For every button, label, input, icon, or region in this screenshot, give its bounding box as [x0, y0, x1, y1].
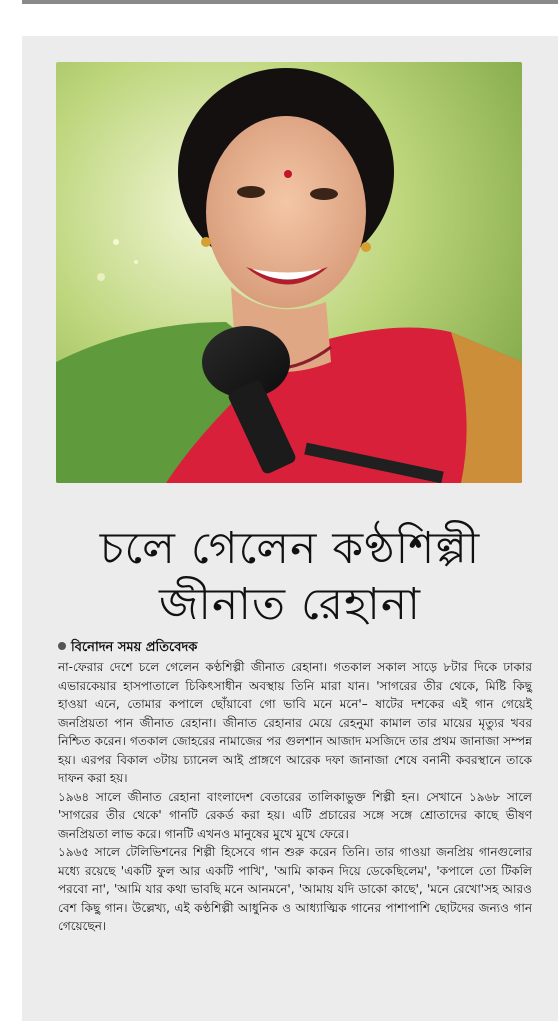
- top-rule: [22, 0, 558, 4]
- paragraph: ১৯৬৪ সালে জীনাত রেহানা বাংলাদেশ বেতারের তালিকাভুক্ত শিল্পী হন। সেখানে ১৯৬৮ সালে 'সাগরের তীর থেকে' গানটি রেকর্ড করা হয়। এটি প্রচারের সঙ্গে সঙ্গে শ্রোতাদের কাছে ভীষণ জনপ্রিয়তা লাভ করে। গানটি এখনও মানুষের মুখে মুখে ফেরে।: [58, 789, 532, 841]
- article-body: [58, 658, 532, 936]
- headline-line-2: জীনাত রেহানা: [159, 579, 421, 631]
- headline: [40, 521, 540, 633]
- paragraph: না-ফেরার দেশে চলে গেলেন কণ্ঠশিল্পী জীনাত রেহানা। গতকাল সকাল সাড়ে ৮টার দিকে ঢাকার এভারকেয়ার হাসপাতালে চিকিৎসাধীন অবস্থায় তিনি মারা যান। 'সাগরের তীর থেকে, মিষ্টি কিছু হাওয়া এনে, তোমার কপালে ছোঁয়াবো গো ভাবি মনে মনে'– ষাটের দশকের এই গান গেয়েই জনপ্রিয়তা পান জীনাত রেহানা। জীনাত রেহানার মেয়ে রেহনুমা কামাল তার মায়ের মৃত্যুর খবর নিশ্চিত করেন। গতকাল জোহরের নামাজের পর গুলশান আজাদ মসজিদে তার প্রথম জানাজা সম্পন্ন হয়। এরপর বিকাল ৩টায় চ্যানেল আই প্রাঙ্গণে আরেক দফা জানাজা শেষে বনানী কবরস্থানে তাকে দাফন করা হয়।: [58, 660, 533, 785]
- paragraph: ১৯৬৫ সালে টেলিভিশনের শিল্পী হিসেবে গান শুরু করেন তিনি। তার গাওয়া জনপ্রিয় গানগুলোর মধ্যে রয়েছে 'একটি ফুল আর একটি পাখি', 'আমি কাকন দিয়ে ডেকেছিলেম', 'কপালে তো টিকলি পরবো না', 'আমি যার কথা ভাবছি মনে আনমনে', 'আমায় যদি ডাকো কাছে', 'মনে রেখো'সহ আরও বেশ কিছু গান। উল্লেখ্য, এই কণ্ঠশিল্পী আধুনিক ও আধ্যাত্মিক গানের পাশাপাশি ছোটদের জন্যও গান গেয়েছেন।: [58, 845, 532, 933]
- byline-text: বিনোদন সময় প্রতিবেদক: [71, 640, 198, 655]
- singer-photo: [56, 62, 522, 483]
- byline: [58, 639, 528, 657]
- headline-line-1: চলে গেলেন কণ্ঠশিল্পী: [99, 523, 481, 575]
- bullet-icon: [58, 642, 66, 650]
